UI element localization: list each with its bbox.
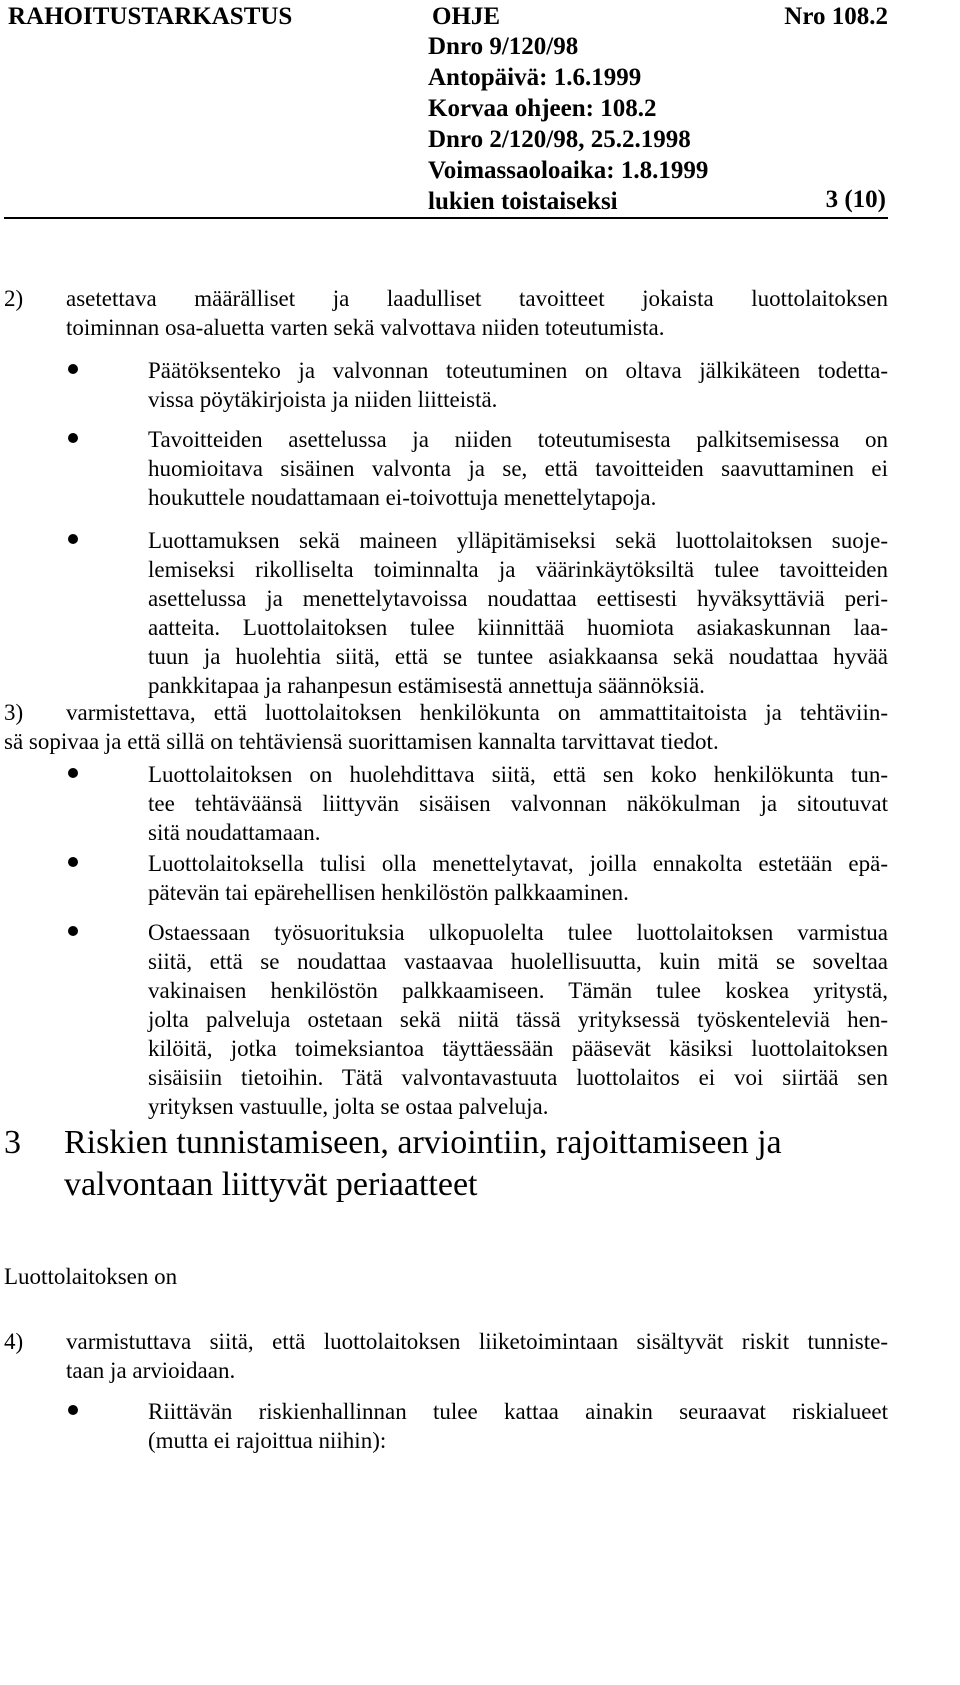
text-line: sisäisiin tietoihin. Tätä valvontavastuuta luottolaitos ei voi siirtää sen [148,1065,888,1090]
header-issue-date: Antopäivä: 1.6.1999 [428,64,642,91]
heading-line: Riskien tunnistamiseen, arviointiin, rajoittamiseen ja [64,1124,782,1161]
item-text [66,1327,888,1385]
bullet-text [148,526,888,700]
bullet-text [148,1397,888,1455]
bullet-text [148,760,888,847]
header-validity: Voimassaoloaika: 1.8.1999 [428,157,709,184]
text-line: lemiseksi rikolliselta toiminnalta ja väärinkäytöksiltä tulee tavoitteiden [148,557,888,582]
text-line: asettelussa ja menettelytavoissa noudattaa eettisesti hyväksyttäviä peri- [148,586,888,611]
heading-line: valvontaan liittyvät periaatteet [64,1166,478,1203]
bullet-icon [68,1405,78,1415]
text-line: yrityksen vastuulle, jolta se ostaa palveluja. [148,1094,549,1119]
section-number: 3 [4,1124,21,1161]
text-line: pätevän tai epärehellisen henkilöstön palkkaaminen. [148,880,629,905]
text-line: taan ja arvioidaan. [66,1358,236,1383]
text-line: Luottamuksen sekä maineen ylläpitämiseksi sekä luottolaitoksen suoje- [148,528,888,553]
text-line: pankkitapaa ja rahanpesun estämisestä annettuja säännöksiä. [148,673,705,698]
text-line: Riittävän riskienhallinnan tulee kattaa ainakin seuraavat riskialueet [148,1399,888,1424]
header-validity-cont: lukien toistaiseksi [428,188,618,215]
bullet-icon [68,364,78,374]
document-number: Nro 108.2 [784,3,888,30]
page-number: 3 (10) [825,186,886,213]
bullet-text [148,918,888,1121]
header-replaces: Korvaa ohjeen: 108.2 [428,95,657,122]
issuer-name: RAHOITUSTARKASTUS [8,3,293,30]
text-line: jolta palveluja ostetaan sekä niitä tässä yrityksessä työskenteleviä hen- [148,1007,888,1032]
text-line: houkuttele noudattamaan ei-toivottuja menettelytapoja. [148,485,657,510]
bullet-text [148,849,888,907]
text-line: Päätöksenteko ja valvonnan toteutuminen on oltava jälkikäteen todetta- [148,358,888,383]
text-line: Luottolaitoksella tulisi olla menettelytavat, joilla ennakolta estetään epä- [148,851,888,876]
bullet-text [148,356,888,414]
text-line: sitä noudattamaan. [148,820,321,845]
bullet-icon [68,857,78,867]
item-number: 3) [4,700,24,725]
text-line: asetettava määrälliset ja laadulliset tavoitteet jokaista luottolaitoksen [66,286,888,311]
text-line: (mutta ei rajoittua niihin): [148,1428,387,1453]
item-number: 2) [4,286,24,311]
header-rule [4,217,888,219]
bullet-icon [68,534,78,544]
text-line: Luottolaitoksen on huolehdittava siitä, että sen koko henkilökunta tun- [148,762,888,787]
text-line: varmistettava, että luottolaitoksen henkilökunta on ammattitaitoista ja tehtäviin- [66,700,888,725]
text-line: vakinaisen henkilöstön palkkaamiseen. Tämän tulee koskea yritystä, [148,978,888,1003]
text-line: aatteita. Luottolaitoksen tulee kiinnittää huomiota asiakaskunnan laa- [148,615,888,640]
bullet-icon [68,926,78,936]
text-line: sä sopivaa ja että sillä on tehtäviensä suorittamisen kannalta tarvittavat tiedot. [4,729,719,754]
item-text [4,698,888,756]
text-line: toiminnan osa-aluetta varten sekä valvottava niiden toteutumista. [66,315,665,340]
item-number: 4) [4,1329,24,1354]
text-line: varmistuttava siitä, että luottolaitoksen liiketoimintaan sisältyvät riskit tunniste- [66,1329,888,1354]
text-line: siitä, että se noudattaa vastaavaa huolellisuutta, kuin mitä se soveltaa [148,949,888,974]
text-line: huomioitava sisäinen valvonta ja se, että tavoitteiden saavuttaminen ei [148,456,888,481]
item-text [66,284,888,342]
section-heading [64,1122,782,1206]
bullet-icon [68,433,78,443]
bullet-icon [68,768,78,778]
bullet-text [148,425,888,512]
text-line: Ostaessaan työsuorituksia ulkopuolelta tulee luottolaitoksen varmistua [148,920,888,945]
header-replaces-dnro: Dnro 2/120/98, 25.2.1998 [428,126,691,153]
header-dnro: Dnro 9/120/98 [428,33,579,60]
intro-text: Luottolaitoksen on [4,1264,178,1289]
text-line: tuun ja huolehtia siitä, että se tuntee asiakkaansa sekä noudattaa hyvää [148,644,888,669]
text-line: vissa pöytäkirjoista ja niiden liitteistä. [148,387,498,412]
text-line: Tavoitteiden asettelussa ja niiden toteutumisesta palkitsemisessa on [148,427,888,452]
text-line: kilöitä, jotka toimeksiantoa täyttäessään pääsevät käsiksi luottolaitoksen [148,1036,888,1061]
text-line: tee tehtäväänsä liittyvän sisäisen valvonnan näkökulman ja sitoutuvat [148,791,888,816]
document-type: OHJE [432,3,501,30]
